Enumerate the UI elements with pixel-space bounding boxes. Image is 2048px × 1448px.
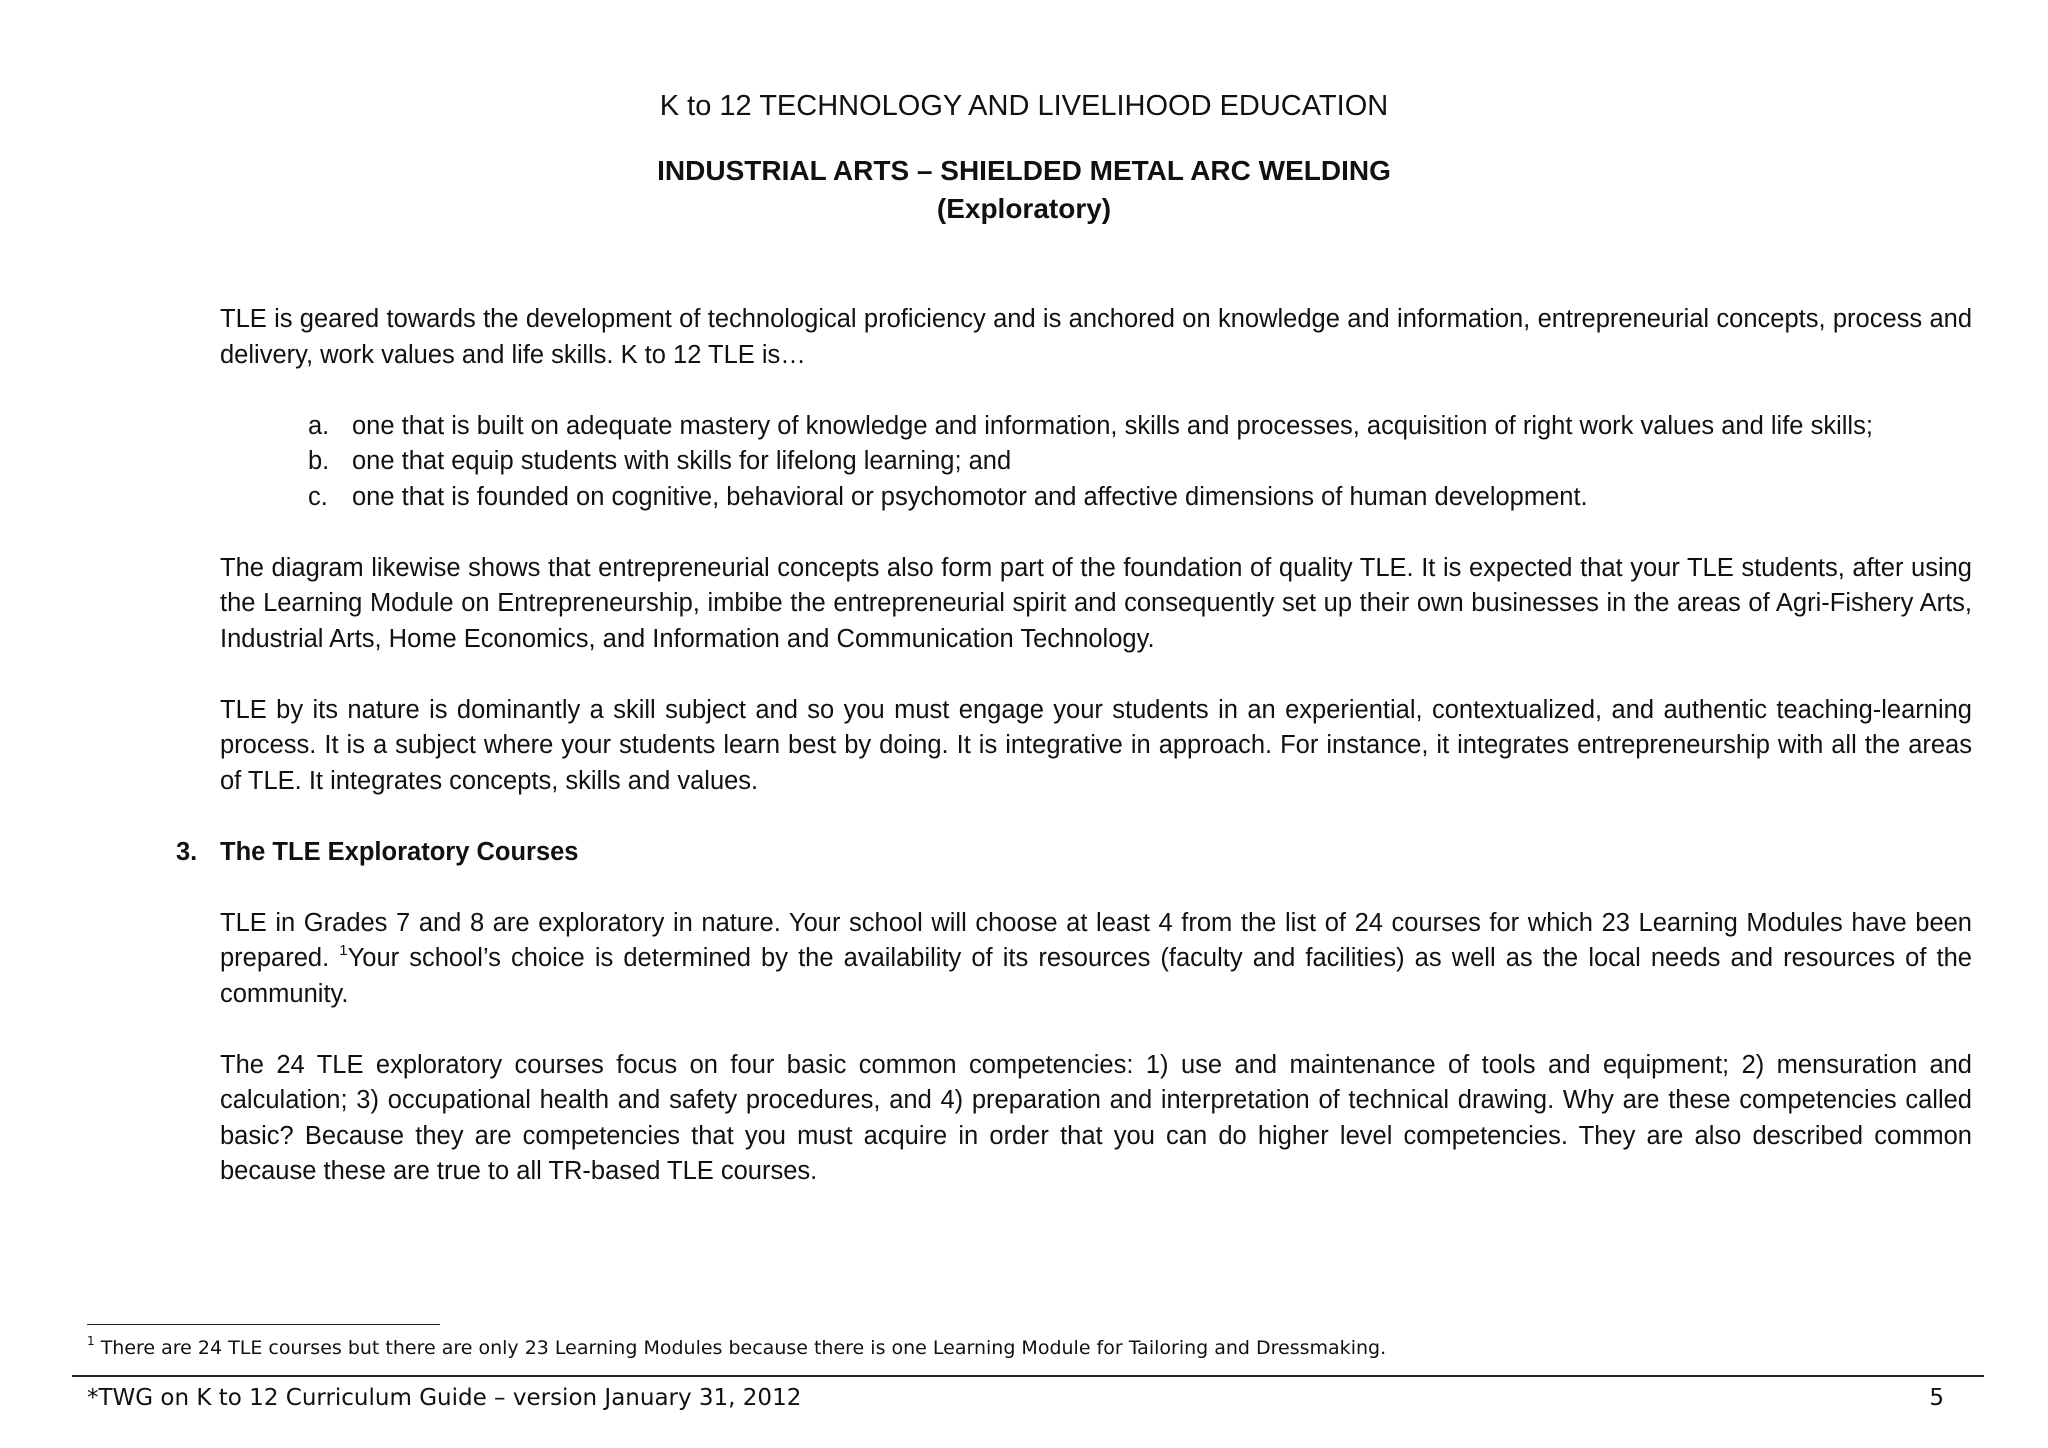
list-item-text: one that is founded on cognitive, behavioral or psychomotor and affective dimensions of human development. [352, 482, 1588, 511]
footnote [87, 1335, 1887, 1361]
exploratory-paragraph [220, 906, 1972, 1013]
list-item-text: one that equip students with skills for lifelong learning; and [352, 447, 1012, 475]
list-marker: c. [308, 482, 328, 511]
footnote-text: There are 24 TLE courses but there are only 23 Learning Modules because there is one Learning Module for Tailoring and Dressmaking. [100, 1337, 1387, 1359]
skill-subject-paragraph: TLE by its nature is dominantly a skill subject and so you must engage your students in an experiential, contextualized, and authentic teaching-learning process. It is a subject where your students learn best by doing. It is integrative in approach. For instance, it integrates entrepreneurship with all the areas of TLE. It integrates concepts, skills and values. [220, 695, 1972, 795]
competencies-paragraph: The 24 TLE exploratory courses focus on four basic common competencies: 1) use and maintenance of tools and equipment; 2) mensuration and calculation; 3) occupational health and safety procedures, and 4) preparation and interpretation of technical drawing. Why are these competencies called basic? Because they are competencies that you must acquire in order that you can do higher level competencies. They are also described common because these are true to all TR-based TLE courses. [220, 1050, 1972, 1185]
intro-paragraph: TLE is geared towards the development of technological proficiency and is anchored on knowledge and information, entrepreneurial concepts, process and delivery, work values and life skills. K to 12 TLE is… [220, 305, 1972, 369]
document-subtitle [0, 152, 2048, 228]
list-item-text: one that is built on adequate mastery of knowledge and information, skills and processes, acquisition of right work values and life skills; [352, 411, 1873, 440]
exploratory-text-part-2: Your school’s choice is determined by the availability of its resources (faculty and facilities) as well as the local needs and resources of the community. [220, 944, 1972, 1008]
tle-characteristics-list [220, 409, 1972, 516]
entrepreneurship-paragraph: The diagram likewise shows that entrepreneurial concepts also form part of the foundation of quality TLE. It is expected that your TLE students, after using the Learning Module on Entrepreneurship, imbibe the entrepreneurial spirit and consequently set up their own businesses in the areas of Agri-Fishery Arts, Industrial Arts, Home Economics, and Information and Communication Technology. [220, 553, 1972, 653]
footnote-divider [87, 1324, 440, 1325]
document-body [176, 302, 1972, 1190]
document-title: K to 12 TECHNOLOGY AND LIVELIHOOD EDUCATION [659, 90, 1389, 122]
footer-text: *TWG on K to 12 Curriculum Guide – version January 31, 2012 [87, 1385, 802, 1411]
page-number: 5 [1929, 1385, 1944, 1411]
list-item [220, 409, 1972, 445]
footnote-reference[interactable]: 1 [339, 942, 348, 959]
subtitle-line-2: (Exploratory) [936, 193, 1112, 224]
list-item [220, 444, 1972, 480]
list-marker: a. [308, 411, 330, 440]
section-heading [176, 835, 1972, 871]
list-marker: b. [308, 447, 330, 475]
section-number: 3. [176, 837, 198, 866]
footer-divider [72, 1375, 1984, 1377]
list-item [220, 480, 1972, 516]
exploratory-text-part-1: TLE in Grades 7 and 8 are exploratory in nature. Your school will choose at least 4 from the list of 24 courses for which 23 Learning Modules have been prepared. [220, 908, 1972, 972]
footnote-number: 1 [87, 1334, 95, 1348]
section-title: The TLE Exploratory Courses [220, 837, 579, 866]
subtitle-line-1: INDUSTRIAL ARTS – SHIELDED METAL ARC WELDING [657, 155, 1391, 186]
